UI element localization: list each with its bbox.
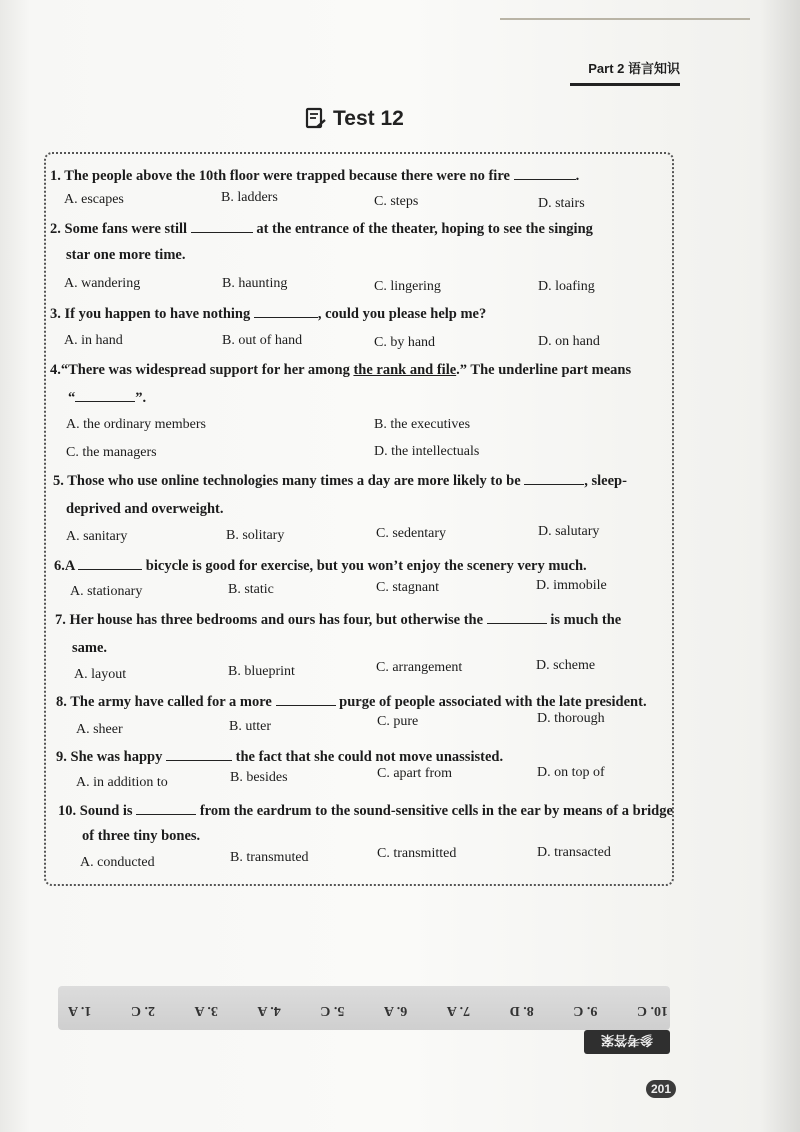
option-d[interactable]: D. salutary xyxy=(538,524,600,539)
test-title-block xyxy=(305,104,505,134)
page-number: 201 xyxy=(646,1080,676,1098)
option-b[interactable]: B. static xyxy=(228,582,274,597)
option-c[interactable]: C. apart from xyxy=(377,766,453,781)
question-10-line2: of three tiny bones. xyxy=(82,828,201,844)
option-b[interactable]: B. utter xyxy=(229,719,271,734)
option-d[interactable]: D. on hand xyxy=(538,334,600,349)
option-b[interactable]: B. haunting xyxy=(222,276,288,291)
option-d[interactable]: D. transacted xyxy=(537,845,611,860)
option-d[interactable]: D. the intellectuals xyxy=(374,444,480,459)
option-a[interactable]: A. in addition to xyxy=(76,775,168,790)
question-3: 3. If you happen to have nothing , could you please help me? xyxy=(50,306,487,322)
option-b[interactable]: B. blueprint xyxy=(228,664,295,679)
option-b[interactable]: B. the executives xyxy=(374,417,471,432)
option-d[interactable]: D. loafing xyxy=(538,279,595,294)
document-pencil-icon xyxy=(305,107,327,131)
answer-8: 8. D xyxy=(509,1003,534,1018)
option-a[interactable]: A. stationary xyxy=(70,584,143,599)
running-head: Part 2 语言知识 xyxy=(570,58,680,86)
answer-7: 7. A xyxy=(446,1003,471,1018)
option-d[interactable]: D. on top of xyxy=(537,765,605,780)
option-d[interactable]: D. immobile xyxy=(536,578,607,593)
answer-6: 6. A xyxy=(383,1003,408,1018)
option-b[interactable]: B. besides xyxy=(230,770,288,785)
answer-3: 3. A xyxy=(194,1003,218,1018)
option-c[interactable]: C. steps xyxy=(374,194,419,209)
question-5: 5. Those who use online technologies many times a day are more likely to be , sleep- xyxy=(53,473,627,489)
page-title: Test 12 xyxy=(333,107,404,130)
option-c[interactable]: C. transmitted xyxy=(377,846,457,861)
option-c[interactable]: C. pure xyxy=(377,714,419,729)
question-8: 8. The army have called for a more purge of people associated with the late president. xyxy=(56,694,647,710)
header-rule xyxy=(500,18,750,20)
option-a[interactable]: A. layout xyxy=(74,667,127,682)
question-1: 1. The people above the 10th floor were trapped because there were no fire . xyxy=(50,168,580,184)
option-b[interactable]: B. solitary xyxy=(226,528,285,543)
option-d[interactable]: D. scheme xyxy=(536,658,596,673)
question-7-line2: same. xyxy=(72,640,108,656)
option-c[interactable]: C. arrangement xyxy=(376,660,463,675)
answer-1: 1. A xyxy=(68,1003,92,1018)
option-a[interactable]: A. the ordinary members xyxy=(66,417,206,432)
option-d[interactable]: D. stairs xyxy=(538,196,585,211)
question-2-line2: star one more time. xyxy=(66,247,186,263)
option-a[interactable]: A. wandering xyxy=(64,276,141,291)
answer-key-label: 参考答案 xyxy=(584,1030,670,1054)
option-c[interactable]: C. the managers xyxy=(66,445,157,460)
question-2: 2. Some fans were still at the entrance of the theater, hoping to see the singing xyxy=(50,221,593,237)
answer-10: 10. C xyxy=(636,1003,668,1018)
option-c[interactable]: C. lingering xyxy=(374,279,441,294)
option-d[interactable]: D. thorough xyxy=(537,711,605,726)
option-c[interactable]: C. sedentary xyxy=(376,526,446,541)
option-c[interactable]: C. stagnant xyxy=(376,580,439,595)
answer-4: 4. A xyxy=(257,1003,281,1018)
answer-9: 9. C xyxy=(573,1003,598,1018)
question-10: 10. Sound is from the eardrum to the sound-sensitive cells in the ear by means of a bridge xyxy=(58,803,673,819)
question-4-line2: “ ”. xyxy=(68,390,147,406)
option-a[interactable]: A. escapes xyxy=(64,192,124,207)
question-6: 6.A bicycle is good for exercise, but you won’t enjoy the scenery very much. xyxy=(54,558,587,574)
answer-5: 5. C xyxy=(320,1003,345,1018)
option-b[interactable]: B. transmuted xyxy=(230,850,309,865)
option-a[interactable]: A. sanitary xyxy=(66,529,128,544)
answer-key xyxy=(66,994,670,1018)
option-c[interactable]: C. by hand xyxy=(374,335,436,350)
option-a[interactable]: A. sheer xyxy=(76,722,123,737)
question-9: 9. She was happy the fact that she could not move unassisted. xyxy=(56,749,504,765)
question-4: 4.“There was widespread support for her among the rank and file.” The underline part means xyxy=(50,362,632,378)
question-5-line2: deprived and overweight. xyxy=(66,501,224,517)
question-7: 7. Her house has three bedrooms and ours has four, but otherwise the is much the xyxy=(55,612,622,628)
option-a[interactable]: A. conducted xyxy=(80,855,155,870)
answer-2: 2. C xyxy=(130,1003,155,1018)
option-b[interactable]: B. ladders xyxy=(221,190,278,205)
option-a[interactable]: A. in hand xyxy=(64,333,123,348)
option-b[interactable]: B. out of hand xyxy=(222,333,303,348)
